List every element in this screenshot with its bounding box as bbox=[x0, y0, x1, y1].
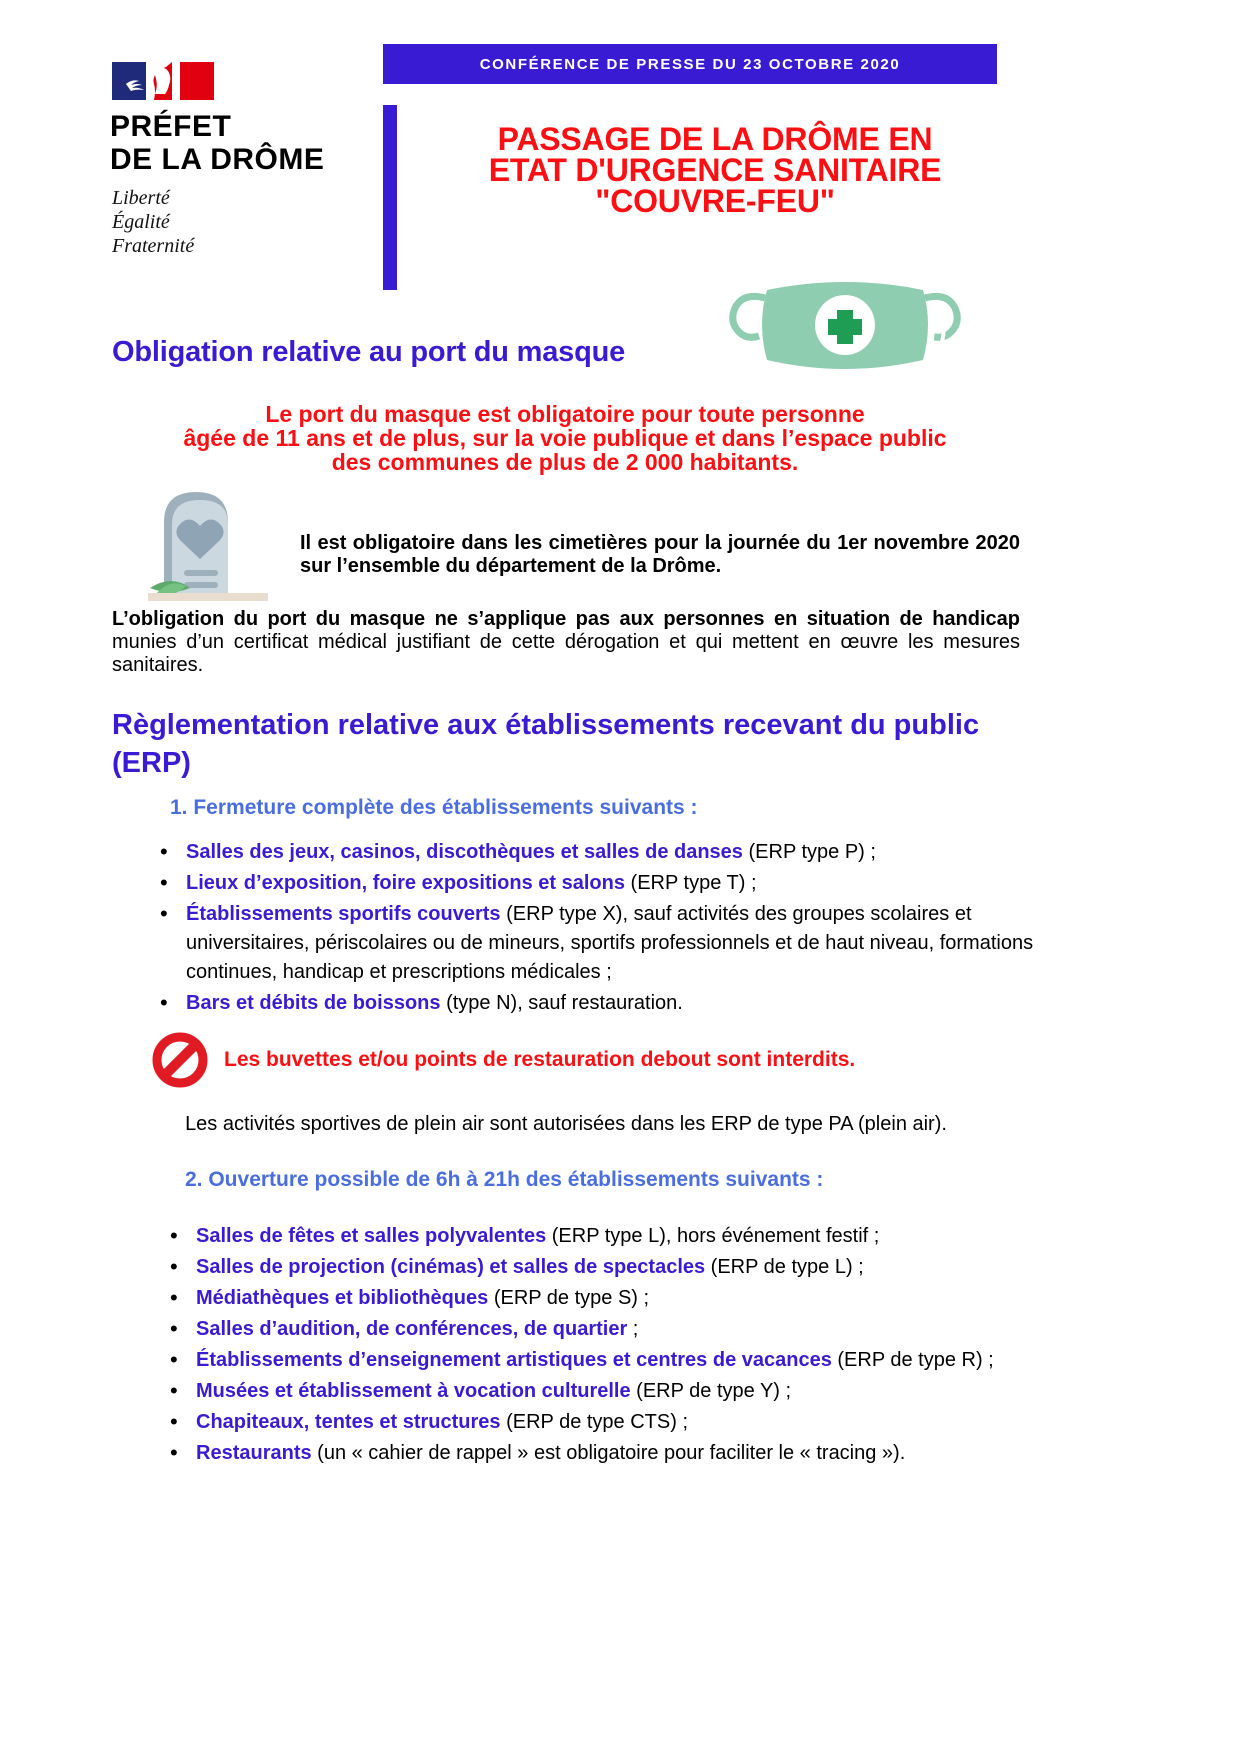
page-title bbox=[420, 121, 1010, 219]
brand-line-2: DE LA DRÔME bbox=[110, 143, 325, 176]
list-item bbox=[170, 1284, 1060, 1313]
mask-section-heading: Obligation relative au port du masque bbox=[112, 336, 626, 368]
list-item-bold: Médiathèques et bibliothèques bbox=[196, 1287, 489, 1309]
motto-fraternite: Fraternité bbox=[112, 235, 195, 257]
list-item-bold: Salles d’audition, de conférences, de quartier bbox=[196, 1318, 628, 1340]
mask-red-line-2: âgée de 11 ans et de plus, sur la voie publique et dans l’espace public bbox=[183, 425, 947, 451]
list-item bbox=[170, 1315, 1060, 1344]
plein-air-note: Les activités sportives de plein air sont autorisées dans les ERP de type PA (plein air). bbox=[185, 1113, 947, 1135]
list-item-rest: (ERP de type Y) ; bbox=[630, 1380, 792, 1402]
buvettes-ban-text: Les buvettes et/ou points de restauration debout sont interdits. bbox=[224, 1048, 856, 1071]
erp-opening-list bbox=[122, 1222, 1060, 1470]
republic-motto bbox=[112, 186, 394, 258]
face-mask-icon bbox=[725, 268, 965, 388]
french-flag-logo bbox=[112, 62, 214, 100]
mask-red-line-1: Le port du masque est obligatoire pour toute personne bbox=[265, 401, 865, 427]
mask-obligation-text bbox=[110, 402, 1020, 474]
list-item-rest: (ERP de type R) ; bbox=[831, 1349, 994, 1371]
list-item-bold: Chapiteaux, tentes et structures bbox=[196, 1411, 501, 1433]
list-item bbox=[160, 869, 1050, 898]
gravestone-icon bbox=[148, 476, 268, 601]
list-item bbox=[170, 1222, 1060, 1251]
erp-closure-list bbox=[112, 838, 1050, 1020]
title-line-3: "COUVRE-FEU" bbox=[595, 183, 835, 219]
press-conference-banner: CONFÉRENCE DE PRESSE DU 23 OCTOBRE 2020 bbox=[383, 44, 997, 84]
list-item bbox=[160, 838, 1050, 867]
page-header bbox=[0, 0, 1240, 300]
brand-line-1: PRÉFET bbox=[110, 110, 232, 143]
list-item-bold: Musées et établissement à vocation culturelle bbox=[196, 1380, 631, 1402]
buvettes-ban-notice bbox=[152, 1032, 1022, 1088]
list-item-rest: (ERP type P) ; bbox=[742, 841, 876, 863]
list-item bbox=[170, 1439, 1060, 1468]
list-item-bold: Établissements d’enseignement artistiques et centres de vacances bbox=[196, 1349, 832, 1371]
handicap-bold-part: L’obligation du port du masque ne s’applique pas aux personnes en situation de handicap bbox=[112, 608, 1020, 630]
motto-egalite: Égalité bbox=[112, 211, 170, 233]
list-item-rest: (ERP type T) ; bbox=[624, 872, 757, 894]
marianne-profile-icon bbox=[146, 62, 180, 100]
handicap-rest-part: munies d’un certificat médical justifiant de cette dérogation et qui mettent en œuvre les mesures sanitaires. bbox=[112, 631, 1020, 676]
vertical-rule-divider bbox=[383, 105, 397, 290]
erp-section-heading: Règlementation relative aux établissements recevant du public (ERP) bbox=[112, 709, 980, 779]
list-item-bold: Salles de projection (cinémas) et salles de spectacles bbox=[196, 1256, 706, 1278]
list-item-bold: Restaurants bbox=[196, 1442, 312, 1464]
list-item-bold: Salles de fêtes et salles polyvalentes bbox=[196, 1225, 547, 1247]
list-item-bold: Salles des jeux, casinos, discothèques et salles de danses bbox=[186, 841, 743, 863]
mask-red-line-3: des communes de plus de 2 000 habitants. bbox=[331, 449, 799, 475]
list-item-rest: (ERP type X), sauf activités des groupes scolaires et universitaires, périscolaires ou de mineurs, sportifs professionnels et de haut niveau, formations continues, handicap et prescriptions médicales ; bbox=[186, 903, 1034, 983]
list-item bbox=[160, 900, 1050, 987]
cemetery-obligation-text: Il est obligatoire dans les cimetières pour la journée du 1er novembre 2020 sur l’ensemble du département de la Drôme. bbox=[300, 532, 1020, 577]
list-item bbox=[170, 1253, 1060, 1282]
list-item bbox=[160, 989, 1050, 1018]
motto-liberte: Liberté bbox=[112, 187, 170, 209]
list-item-bold: Établissements sportifs couverts bbox=[186, 903, 501, 925]
title-line-1: PASSAGE DE LA DRÔME EN bbox=[497, 121, 933, 157]
list-item-rest: (ERP de type CTS) ; bbox=[500, 1411, 689, 1433]
list-item-rest: (type N), sauf restauration. bbox=[440, 992, 683, 1014]
list-item-rest: ; bbox=[627, 1318, 639, 1340]
list-item-rest: (ERP de type L) ; bbox=[705, 1256, 864, 1278]
list-item-bold: Bars et débits de boissons bbox=[186, 992, 441, 1014]
title-line-2: ETAT D'URGENCE SANITAIRE bbox=[488, 152, 942, 188]
erp-subheading-1: 1. Fermeture complète des établissements suivants : bbox=[170, 796, 698, 819]
list-item-rest: (ERP de type S) ; bbox=[488, 1287, 650, 1309]
erp-subheading-2: 2. Ouverture possible de 6h à 21h des établissements suivants : bbox=[185, 1168, 824, 1191]
list-item bbox=[170, 1408, 1060, 1437]
prefecture-brand bbox=[104, 62, 394, 258]
list-item-rest: (un « cahier de rappel » est obligatoire pour faciliter le « tracing »). bbox=[311, 1442, 906, 1464]
list-item bbox=[170, 1377, 1060, 1406]
handicap-exemption-text bbox=[112, 608, 1020, 677]
prohibition-icon bbox=[152, 1032, 208, 1088]
list-item bbox=[170, 1346, 1060, 1375]
list-item-bold: Lieux d’exposition, foire expositions et salons bbox=[186, 872, 625, 894]
list-item-rest: (ERP type L), hors événement festif ; bbox=[546, 1225, 880, 1247]
